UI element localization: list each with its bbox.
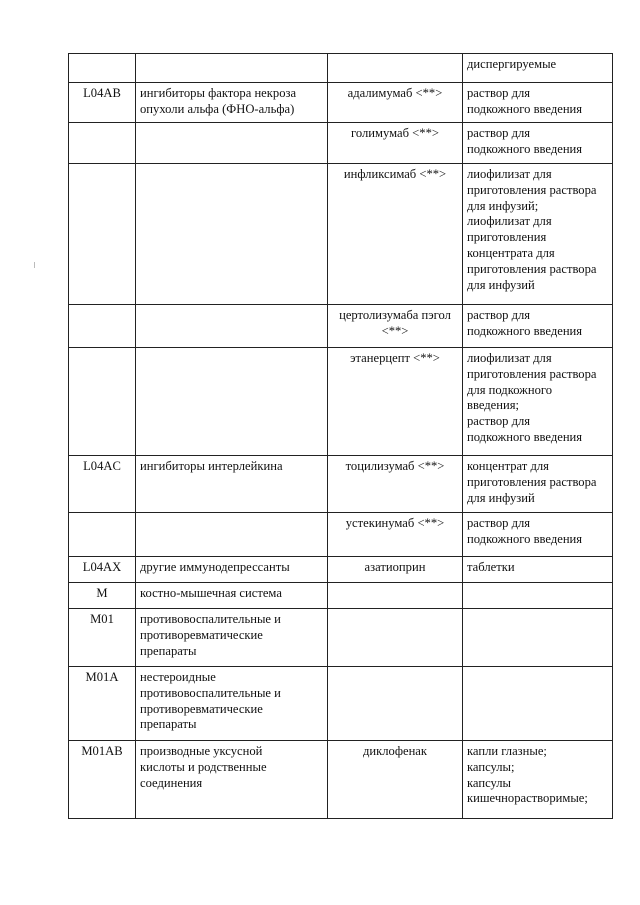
atc-code-cell: M01A: [69, 667, 136, 741]
drug-cell: [328, 54, 463, 83]
table-row: [69, 513, 613, 557]
drug-cell: этанерцепт <**>: [328, 348, 463, 456]
form-cell: таблетки: [463, 557, 613, 583]
drug-table: [68, 53, 613, 819]
table-row: [69, 164, 613, 305]
drug-cell: устекинумаб <**>: [328, 513, 463, 557]
table-row: [69, 123, 613, 164]
table-row: [69, 557, 613, 583]
atc-code-cell: [69, 54, 136, 83]
group-cell: [136, 54, 328, 83]
drug-cell: азатиоприн: [328, 557, 463, 583]
atc-code-cell: M01: [69, 609, 136, 667]
form-cell: раствор для подкожного введения: [463, 83, 613, 123]
atc-code-cell: L04AC: [69, 456, 136, 513]
drug-cell: адалимумаб <**>: [328, 83, 463, 123]
table-row: [69, 741, 613, 819]
group-cell: [136, 348, 328, 456]
drug-cell: диклофенак: [328, 741, 463, 819]
form-cell: лиофилизат для приготовления раствора для подкожного введения; раствор для подкожного введения: [463, 348, 613, 456]
atc-code-cell: [69, 123, 136, 164]
table-row: [69, 83, 613, 123]
group-cell: противовоспалительные и противоревматические препараты: [136, 609, 328, 667]
atc-code-cell: M: [69, 583, 136, 609]
table-row: [69, 348, 613, 456]
group-cell: ингибиторы фактора некроза опухоли альфа (ФНО-альфа): [136, 83, 328, 123]
form-cell: [463, 667, 613, 741]
group-cell: другие иммунодепрессанты: [136, 557, 328, 583]
atc-code-cell: L04AB: [69, 83, 136, 123]
drug-cell: [328, 667, 463, 741]
scan-artifact: [34, 262, 35, 268]
drug-cell: инфликсимаб <**>: [328, 164, 463, 305]
table-row: [69, 54, 613, 83]
form-cell: диспергируемые: [463, 54, 613, 83]
table-row: [69, 456, 613, 513]
group-cell: ингибиторы интерлейкина: [136, 456, 328, 513]
group-cell: костно-мышечная система: [136, 583, 328, 609]
atc-code-cell: [69, 513, 136, 557]
form-cell: раствор для подкожного введения: [463, 513, 613, 557]
atc-code-cell: M01AB: [69, 741, 136, 819]
drug-cell: [328, 609, 463, 667]
atc-code-cell: [69, 305, 136, 348]
group-cell: [136, 513, 328, 557]
atc-code-cell: [69, 348, 136, 456]
atc-code-cell: L04AX: [69, 557, 136, 583]
group-cell: [136, 123, 328, 164]
atc-code-cell: [69, 164, 136, 305]
form-cell: концентрат для приготовления раствора для инфузий: [463, 456, 613, 513]
drug-cell: цертолизумаба пэгол <**>: [328, 305, 463, 348]
form-cell: [463, 609, 613, 667]
drug-cell: тоцилизумаб <**>: [328, 456, 463, 513]
table-row: [69, 609, 613, 667]
group-cell: производные уксусной кислоты и родственные соединения: [136, 741, 328, 819]
table-row: [69, 667, 613, 741]
table-row: [69, 583, 613, 609]
table-row: [69, 305, 613, 348]
drug-cell: [328, 583, 463, 609]
form-cell: раствор для подкожного введения: [463, 123, 613, 164]
group-cell: [136, 164, 328, 305]
form-cell: раствор для подкожного введения: [463, 305, 613, 348]
form-cell: лиофилизат для приготовления раствора для инфузий; лиофилизат для приготовления концентрата для приготовления раствора для инфузий: [463, 164, 613, 305]
drug-cell: голимумаб <**>: [328, 123, 463, 164]
group-cell: нестероидные противовоспалительные и противоревматические препараты: [136, 667, 328, 741]
group-cell: [136, 305, 328, 348]
form-cell: [463, 583, 613, 609]
form-cell: капли глазные; капсулы; капсулы кишечнорастворимые;: [463, 741, 613, 819]
